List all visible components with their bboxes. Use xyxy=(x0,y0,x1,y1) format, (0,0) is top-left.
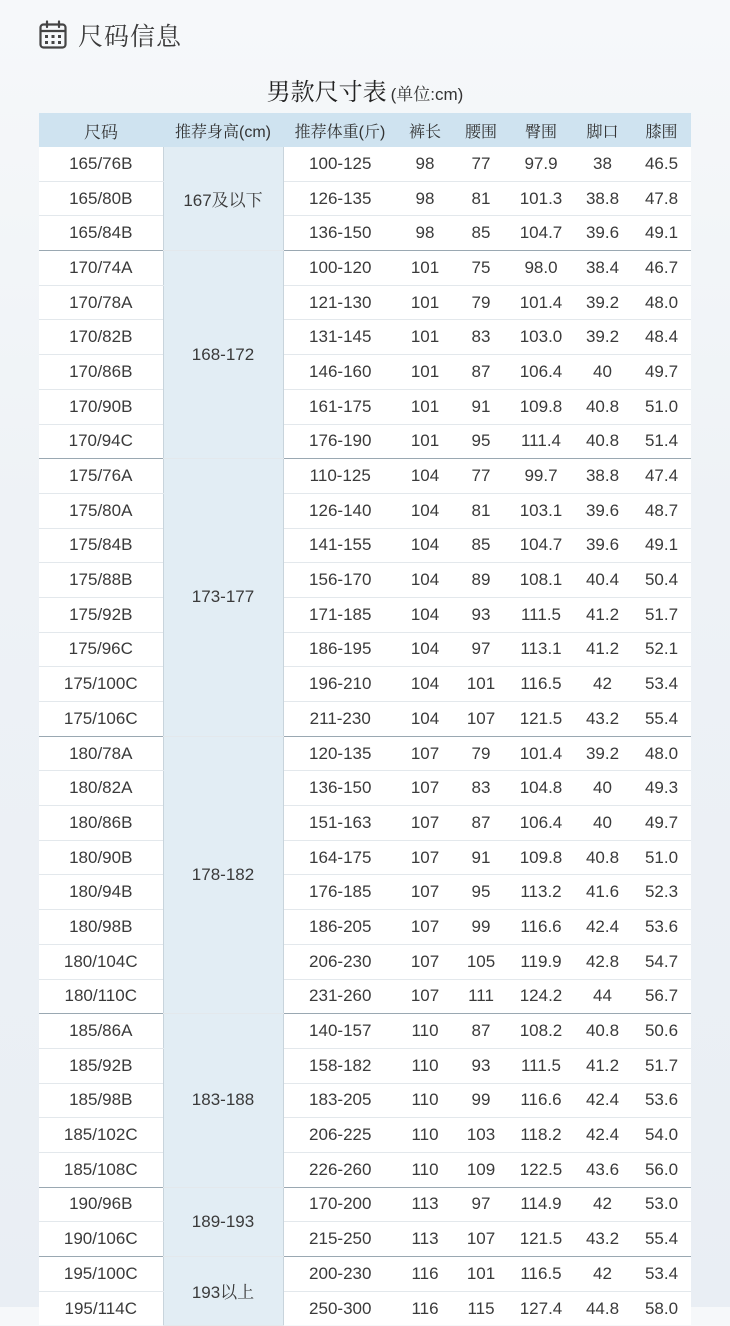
weight-cell: 206-225 xyxy=(283,1118,397,1153)
waist-cell: 93 xyxy=(453,1048,509,1083)
section-title: 尺码信息 xyxy=(78,23,183,51)
table-row xyxy=(39,840,691,875)
table-row xyxy=(39,424,691,459)
hem-cell: 41.2 xyxy=(573,632,632,667)
length-cell: 113 xyxy=(397,1222,453,1257)
waist-cell: 87 xyxy=(453,806,509,841)
size-cell: 175/76A xyxy=(39,459,163,494)
waist-cell: 83 xyxy=(453,320,509,355)
waist-cell: 93 xyxy=(453,597,509,632)
waist-cell: 85 xyxy=(453,528,509,563)
weight-cell: 186-205 xyxy=(283,910,397,945)
section-header xyxy=(38,16,182,54)
knee-cell: 47.4 xyxy=(632,459,691,494)
hem-cell: 43.6 xyxy=(573,1152,632,1187)
size-cell: 170/90B xyxy=(39,389,163,424)
weight-cell: 170-200 xyxy=(283,1187,397,1222)
column-header: 尺码 xyxy=(39,113,163,147)
table-row xyxy=(39,459,691,494)
size-cell: 175/106C xyxy=(39,702,163,737)
length-cell: 107 xyxy=(397,875,453,910)
column-header: 膝围 xyxy=(632,113,691,147)
length-cell: 110 xyxy=(397,1014,453,1049)
length-cell: 104 xyxy=(397,528,453,563)
size-cell: 185/98B xyxy=(39,1083,163,1118)
knee-cell: 46.7 xyxy=(632,251,691,286)
table-row xyxy=(39,1118,691,1153)
hem-cell: 42.8 xyxy=(573,944,632,979)
length-cell: 107 xyxy=(397,771,453,806)
knee-cell: 51.4 xyxy=(632,424,691,459)
knee-cell: 49.7 xyxy=(632,806,691,841)
weight-cell: 161-175 xyxy=(283,389,397,424)
table-row xyxy=(39,251,691,286)
weight-cell: 226-260 xyxy=(283,1152,397,1187)
size-cell: 165/80B xyxy=(39,181,163,216)
table-row xyxy=(39,736,691,771)
table-header-row xyxy=(39,113,691,147)
knee-cell: 48.4 xyxy=(632,320,691,355)
weight-cell: 140-157 xyxy=(283,1014,397,1049)
knee-cell: 53.6 xyxy=(632,1083,691,1118)
weight-cell: 186-195 xyxy=(283,632,397,667)
table-title-text: 男款尺寸表 xyxy=(266,79,387,106)
hip-cell: 111.5 xyxy=(509,597,573,632)
waist-cell: 89 xyxy=(453,563,509,598)
length-cell: 107 xyxy=(397,736,453,771)
table-row xyxy=(39,910,691,945)
table-row xyxy=(39,1014,691,1049)
hem-cell: 42.4 xyxy=(573,1083,632,1118)
hip-cell: 97.9 xyxy=(509,147,573,181)
weight-cell: 250-300 xyxy=(283,1291,397,1325)
knee-cell: 50.4 xyxy=(632,563,691,598)
weight-cell: 215-250 xyxy=(283,1222,397,1257)
weight-cell: 156-170 xyxy=(283,563,397,598)
knee-cell: 48.7 xyxy=(632,493,691,528)
waist-cell: 95 xyxy=(453,875,509,910)
length-cell: 101 xyxy=(397,355,453,390)
table-row xyxy=(39,528,691,563)
waist-cell: 91 xyxy=(453,840,509,875)
knee-cell: 55.4 xyxy=(632,702,691,737)
hip-cell: 121.5 xyxy=(509,702,573,737)
weight-cell: 196-210 xyxy=(283,667,397,702)
size-cell: 165/84B xyxy=(39,216,163,251)
column-header: 臀围 xyxy=(509,113,573,147)
knee-cell: 48.0 xyxy=(632,736,691,771)
knee-cell: 49.1 xyxy=(632,528,691,563)
knee-cell: 49.7 xyxy=(632,355,691,390)
hip-cell: 122.5 xyxy=(509,1152,573,1187)
table-row xyxy=(39,771,691,806)
knee-cell: 53.0 xyxy=(632,1187,691,1222)
hip-cell: 104.7 xyxy=(509,216,573,251)
table-row xyxy=(39,1257,691,1292)
hem-cell: 42.4 xyxy=(573,1118,632,1153)
hem-cell: 39.2 xyxy=(573,320,632,355)
table-row xyxy=(39,875,691,910)
length-cell: 101 xyxy=(397,285,453,320)
knee-cell: 54.0 xyxy=(632,1118,691,1153)
waist-cell: 115 xyxy=(453,1291,509,1325)
size-cell: 180/86B xyxy=(39,806,163,841)
weight-cell: 100-120 xyxy=(283,251,397,286)
size-cell: 175/100C xyxy=(39,667,163,702)
waist-cell: 99 xyxy=(453,910,509,945)
hip-cell: 108.2 xyxy=(509,1014,573,1049)
size-cell: 170/82B xyxy=(39,320,163,355)
table-row xyxy=(39,979,691,1014)
length-cell: 104 xyxy=(397,632,453,667)
knee-cell: 58.0 xyxy=(632,1291,691,1325)
column-header: 裤长 xyxy=(397,113,453,147)
weight-cell: 164-175 xyxy=(283,840,397,875)
hip-cell: 101.3 xyxy=(509,181,573,216)
length-cell: 101 xyxy=(397,424,453,459)
table-row xyxy=(39,285,691,320)
knee-cell: 56.7 xyxy=(632,979,691,1014)
hem-cell: 44 xyxy=(573,979,632,1014)
hem-cell: 40.8 xyxy=(573,389,632,424)
length-cell: 107 xyxy=(397,910,453,945)
length-cell: 104 xyxy=(397,459,453,494)
length-cell: 104 xyxy=(397,563,453,598)
hip-cell: 99.7 xyxy=(509,459,573,494)
size-cell: 190/96B xyxy=(39,1187,163,1222)
length-cell: 110 xyxy=(397,1118,453,1153)
knee-cell: 55.4 xyxy=(632,1222,691,1257)
waist-cell: 101 xyxy=(453,667,509,702)
length-cell: 107 xyxy=(397,944,453,979)
knee-cell: 51.7 xyxy=(632,1048,691,1083)
knee-cell: 51.7 xyxy=(632,597,691,632)
knee-cell: 48.0 xyxy=(632,285,691,320)
waist-cell: 85 xyxy=(453,216,509,251)
knee-cell: 47.8 xyxy=(632,181,691,216)
length-cell: 104 xyxy=(397,667,453,702)
table-row xyxy=(39,667,691,702)
knee-cell: 51.0 xyxy=(632,840,691,875)
hem-cell: 44.8 xyxy=(573,1291,632,1325)
table-row xyxy=(39,563,691,598)
table-row xyxy=(39,944,691,979)
knee-cell: 50.6 xyxy=(632,1014,691,1049)
length-cell: 104 xyxy=(397,493,453,528)
hem-cell: 39.2 xyxy=(573,736,632,771)
size-table xyxy=(39,113,691,1326)
hem-cell: 38.8 xyxy=(573,459,632,494)
size-cell: 180/104C xyxy=(39,944,163,979)
waist-cell: 105 xyxy=(453,944,509,979)
column-header: 推荐体重(斤) xyxy=(283,113,397,147)
length-cell: 104 xyxy=(397,597,453,632)
length-cell: 113 xyxy=(397,1187,453,1222)
length-cell: 110 xyxy=(397,1152,453,1187)
hem-cell: 38.8 xyxy=(573,181,632,216)
weight-cell: 110-125 xyxy=(283,459,397,494)
waist-cell: 109 xyxy=(453,1152,509,1187)
hip-cell: 104.8 xyxy=(509,771,573,806)
length-cell: 116 xyxy=(397,1291,453,1325)
table-row xyxy=(39,1291,691,1325)
length-cell: 101 xyxy=(397,389,453,424)
hip-cell: 104.7 xyxy=(509,528,573,563)
table-unit: (单位:cm) xyxy=(390,85,464,104)
hem-cell: 41.2 xyxy=(573,1048,632,1083)
waist-cell: 79 xyxy=(453,285,509,320)
knee-cell: 54.7 xyxy=(632,944,691,979)
hip-cell: 108.1 xyxy=(509,563,573,598)
waist-cell: 111 xyxy=(453,979,509,1014)
hem-cell: 43.2 xyxy=(573,702,632,737)
table-title xyxy=(0,72,730,107)
size-cell: 170/74A xyxy=(39,251,163,286)
length-cell: 110 xyxy=(397,1083,453,1118)
hem-cell: 38.4 xyxy=(573,251,632,286)
hip-cell: 109.8 xyxy=(509,840,573,875)
weight-cell: 136-150 xyxy=(283,216,397,251)
waist-cell: 79 xyxy=(453,736,509,771)
waist-cell: 81 xyxy=(453,493,509,528)
hip-cell: 113.1 xyxy=(509,632,573,667)
weight-cell: 120-135 xyxy=(283,736,397,771)
hip-cell: 116.6 xyxy=(509,1083,573,1118)
hem-cell: 42 xyxy=(573,1187,632,1222)
hip-cell: 116.5 xyxy=(509,1257,573,1292)
weight-cell: 231-260 xyxy=(283,979,397,1014)
height-cell: 189-193 xyxy=(163,1187,283,1256)
table-row xyxy=(39,389,691,424)
height-cell: 168-172 xyxy=(163,251,283,459)
table-row xyxy=(39,1187,691,1222)
hip-cell: 103.1 xyxy=(509,493,573,528)
size-cell: 185/108C xyxy=(39,1152,163,1187)
size-cell: 175/80A xyxy=(39,493,163,528)
hip-cell: 101.4 xyxy=(509,285,573,320)
table-row xyxy=(39,702,691,737)
hem-cell: 41.6 xyxy=(573,875,632,910)
table-body xyxy=(39,147,691,1325)
waist-cell: 95 xyxy=(453,424,509,459)
waist-cell: 107 xyxy=(453,702,509,737)
table-row xyxy=(39,1152,691,1187)
hip-cell: 121.5 xyxy=(509,1222,573,1257)
weight-cell: 211-230 xyxy=(283,702,397,737)
knee-cell: 51.0 xyxy=(632,389,691,424)
size-cell: 185/102C xyxy=(39,1118,163,1153)
hip-cell: 116.6 xyxy=(509,910,573,945)
length-cell: 107 xyxy=(397,979,453,1014)
waist-cell: 97 xyxy=(453,632,509,667)
calendar-icon xyxy=(38,20,68,50)
knee-cell: 52.3 xyxy=(632,875,691,910)
length-cell: 101 xyxy=(397,251,453,286)
waist-cell: 77 xyxy=(453,459,509,494)
size-cell: 195/100C xyxy=(39,1257,163,1292)
size-cell: 185/86A xyxy=(39,1014,163,1049)
hip-cell: 124.2 xyxy=(509,979,573,1014)
size-cell: 175/92B xyxy=(39,597,163,632)
size-cell: 180/90B xyxy=(39,840,163,875)
waist-cell: 97 xyxy=(453,1187,509,1222)
table-row xyxy=(39,493,691,528)
weight-cell: 200-230 xyxy=(283,1257,397,1292)
hem-cell: 39.6 xyxy=(573,493,632,528)
length-cell: 107 xyxy=(397,806,453,841)
hem-cell: 40.8 xyxy=(573,1014,632,1049)
table-row xyxy=(39,147,691,181)
size-cell: 175/84B xyxy=(39,528,163,563)
weight-cell: 141-155 xyxy=(283,528,397,563)
hip-cell: 109.8 xyxy=(509,389,573,424)
hip-cell: 98.0 xyxy=(509,251,573,286)
weight-cell: 100-125 xyxy=(283,147,397,181)
weight-cell: 183-205 xyxy=(283,1083,397,1118)
hem-cell: 39.2 xyxy=(573,285,632,320)
knee-cell: 53.6 xyxy=(632,910,691,945)
size-cell: 195/114C xyxy=(39,1291,163,1325)
size-cell: 175/96C xyxy=(39,632,163,667)
weight-cell: 176-190 xyxy=(283,424,397,459)
waist-cell: 83 xyxy=(453,771,509,806)
waist-cell: 101 xyxy=(453,1257,509,1292)
hip-cell: 101.4 xyxy=(509,736,573,771)
weight-cell: 136-150 xyxy=(283,771,397,806)
hip-cell: 106.4 xyxy=(509,355,573,390)
hip-cell: 113.2 xyxy=(509,875,573,910)
table-row xyxy=(39,632,691,667)
table-row xyxy=(39,216,691,251)
table-row xyxy=(39,1222,691,1257)
hem-cell: 41.2 xyxy=(573,597,632,632)
table-row xyxy=(39,320,691,355)
weight-cell: 126-135 xyxy=(283,181,397,216)
waist-cell: 103 xyxy=(453,1118,509,1153)
weight-cell: 126-140 xyxy=(283,493,397,528)
hip-cell: 103.0 xyxy=(509,320,573,355)
knee-cell: 52.1 xyxy=(632,632,691,667)
knee-cell: 56.0 xyxy=(632,1152,691,1187)
knee-cell: 53.4 xyxy=(632,667,691,702)
hem-cell: 40 xyxy=(573,771,632,806)
column-header: 脚口 xyxy=(573,113,632,147)
length-cell: 110 xyxy=(397,1048,453,1083)
size-cell: 180/94B xyxy=(39,875,163,910)
table-row xyxy=(39,597,691,632)
hip-cell: 111.4 xyxy=(509,424,573,459)
waist-cell: 75 xyxy=(453,251,509,286)
column-header: 推荐身高(cm) xyxy=(163,113,283,147)
size-cell: 175/88B xyxy=(39,563,163,598)
height-cell: 173-177 xyxy=(163,459,283,737)
table-row xyxy=(39,1048,691,1083)
hem-cell: 43.2 xyxy=(573,1222,632,1257)
hem-cell: 40.4 xyxy=(573,563,632,598)
hem-cell: 40.8 xyxy=(573,840,632,875)
hem-cell: 40.8 xyxy=(573,424,632,459)
knee-cell: 49.1 xyxy=(632,216,691,251)
knee-cell: 53.4 xyxy=(632,1257,691,1292)
hip-cell: 118.2 xyxy=(509,1118,573,1153)
weight-cell: 146-160 xyxy=(283,355,397,390)
hip-cell: 114.9 xyxy=(509,1187,573,1222)
hem-cell: 42.4 xyxy=(573,910,632,945)
weight-cell: 151-163 xyxy=(283,806,397,841)
waist-cell: 91 xyxy=(453,389,509,424)
weight-cell: 206-230 xyxy=(283,944,397,979)
column-header: 腰围 xyxy=(453,113,509,147)
waist-cell: 87 xyxy=(453,1014,509,1049)
knee-cell: 49.3 xyxy=(632,771,691,806)
weight-cell: 131-145 xyxy=(283,320,397,355)
weight-cell: 121-130 xyxy=(283,285,397,320)
size-cell: 170/78A xyxy=(39,285,163,320)
size-cell: 180/98B xyxy=(39,910,163,945)
weight-cell: 171-185 xyxy=(283,597,397,632)
length-cell: 116 xyxy=(397,1257,453,1292)
hip-cell: 127.4 xyxy=(509,1291,573,1325)
length-cell: 98 xyxy=(397,147,453,181)
size-cell: 180/78A xyxy=(39,736,163,771)
height-cell: 178-182 xyxy=(163,736,283,1014)
table-row xyxy=(39,181,691,216)
hem-cell: 40 xyxy=(573,355,632,390)
hip-cell: 111.5 xyxy=(509,1048,573,1083)
hip-cell: 106.4 xyxy=(509,806,573,841)
size-cell: 170/94C xyxy=(39,424,163,459)
waist-cell: 81 xyxy=(453,181,509,216)
hip-cell: 119.9 xyxy=(509,944,573,979)
length-cell: 104 xyxy=(397,702,453,737)
waist-cell: 87 xyxy=(453,355,509,390)
length-cell: 107 xyxy=(397,840,453,875)
size-cell: 170/86B xyxy=(39,355,163,390)
height-cell: 183-188 xyxy=(163,1014,283,1187)
height-cell: 167及以下 xyxy=(163,147,283,251)
weight-cell: 158-182 xyxy=(283,1048,397,1083)
size-cell: 180/110C xyxy=(39,979,163,1014)
length-cell: 98 xyxy=(397,181,453,216)
hem-cell: 38 xyxy=(573,147,632,181)
height-cell: 193以上 xyxy=(163,1257,283,1326)
waist-cell: 99 xyxy=(453,1083,509,1118)
hem-cell: 39.6 xyxy=(573,216,632,251)
size-cell: 190/106C xyxy=(39,1222,163,1257)
table-row xyxy=(39,806,691,841)
waist-cell: 107 xyxy=(453,1222,509,1257)
hem-cell: 42 xyxy=(573,667,632,702)
length-cell: 98 xyxy=(397,216,453,251)
table-row xyxy=(39,355,691,390)
hem-cell: 39.6 xyxy=(573,528,632,563)
length-cell: 101 xyxy=(397,320,453,355)
waist-cell: 77 xyxy=(453,147,509,181)
size-cell: 165/76B xyxy=(39,147,163,181)
weight-cell: 176-185 xyxy=(283,875,397,910)
size-cell: 185/92B xyxy=(39,1048,163,1083)
hip-cell: 116.5 xyxy=(509,667,573,702)
knee-cell: 46.5 xyxy=(632,147,691,181)
hem-cell: 42 xyxy=(573,1257,632,1292)
table-row xyxy=(39,1083,691,1118)
hem-cell: 40 xyxy=(573,806,632,841)
size-cell: 180/82A xyxy=(39,771,163,806)
